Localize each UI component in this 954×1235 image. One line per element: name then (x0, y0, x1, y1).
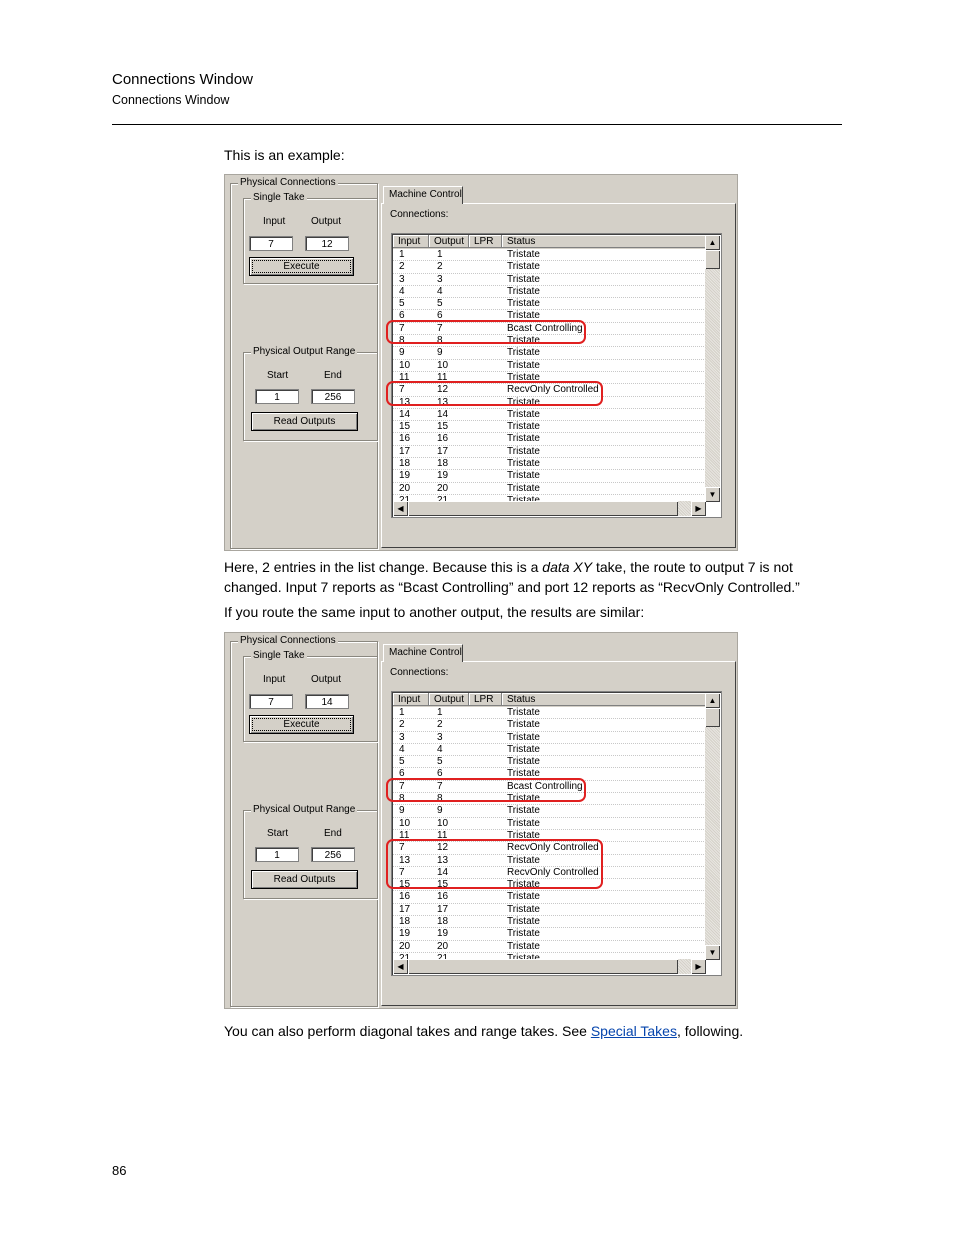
end-field[interactable]: 256 (311, 847, 355, 862)
header-rule (112, 124, 842, 125)
cell-output: 8 (437, 335, 443, 347)
cell-status: Tristate (507, 829, 540, 841)
table-row[interactable] (393, 261, 706, 273)
cell-output: 12 (437, 384, 449, 396)
cell-status: Tristate (507, 482, 540, 494)
table-row[interactable] (393, 916, 706, 928)
cell-input: 11 (399, 829, 410, 841)
list-rows (393, 707, 706, 965)
cell-output: 15 (437, 421, 449, 433)
input-field[interactable]: 7 (249, 694, 293, 709)
intro-text: This is an example: (224, 147, 345, 163)
column-header-input[interactable]: Input (393, 693, 429, 706)
cell-status: Tristate (507, 371, 540, 383)
cell-output: 20 (437, 482, 449, 494)
cell-status: Tristate (507, 916, 540, 928)
cell-output: 4 (437, 285, 443, 297)
page-number: 86 (112, 1163, 127, 1178)
list-header (393, 235, 706, 249)
table-row[interactable] (393, 274, 706, 286)
column-header-output[interactable]: Output (429, 235, 469, 248)
physical-connections-title: Physical Connections (240, 635, 336, 646)
tab-machine-control[interactable]: Machine Control (383, 186, 463, 204)
start-label: Start (267, 828, 289, 839)
cell-status: Tristate (507, 359, 540, 371)
column-header-input[interactable]: Input (393, 235, 429, 248)
vertical-scrollbar[interactable] (705, 235, 720, 502)
output-field[interactable]: 12 (305, 236, 349, 251)
highlight-bcast-controlling (386, 320, 586, 344)
column-header-output[interactable]: Output (429, 693, 469, 706)
cell-input: 20 (399, 482, 411, 494)
highlight-recvonly-controlled (386, 839, 603, 889)
cell-input: 1 (399, 249, 405, 260)
cell-input: 3 (399, 731, 405, 743)
header-title: Connections Window (112, 71, 253, 88)
table-row[interactable] (393, 446, 706, 458)
end-field[interactable]: 256 (311, 389, 355, 404)
cell-input: 15 (399, 421, 411, 433)
scroll-up-icon[interactable]: ▲ (705, 693, 720, 708)
table-row[interactable] (393, 891, 706, 903)
table-row[interactable] (393, 347, 706, 359)
table-row[interactable] (393, 941, 706, 953)
cell-input: 10 (399, 817, 411, 829)
scroll-thumb-horizontal[interactable] (408, 501, 678, 516)
scroll-thumb[interactable] (705, 708, 720, 727)
cell-input: 8 (399, 793, 405, 805)
output-range-title: Physical Output Range (253, 804, 356, 815)
cell-status: Tristate (507, 470, 540, 482)
cell-input: 15 (399, 879, 411, 891)
cell-output: 3 (437, 731, 443, 743)
explanation-paragraph (224, 557, 834, 597)
connections-label: Connections: (390, 209, 449, 220)
highlight-recvonly-controlled (386, 381, 603, 406)
cell-output: 5 (437, 298, 443, 310)
cell-output: 9 (437, 805, 443, 817)
cell-status: Tristate (507, 940, 540, 952)
cell-input: 4 (399, 743, 405, 755)
cell-status: RecvOnly Controlled (507, 384, 599, 396)
cell-status: Tristate (507, 854, 540, 866)
closing-paragraph (224, 1021, 834, 1041)
cell-status: Bcast Controlling (507, 322, 583, 334)
physical-connections-title: Physical Connections (240, 177, 336, 188)
vertical-scrollbar[interactable] (705, 693, 720, 960)
cell-status: Tristate (507, 743, 540, 755)
execute-button[interactable] (249, 257, 354, 276)
cell-output: 20 (437, 940, 449, 952)
cell-output: 8 (437, 793, 443, 805)
cell-output: 18 (437, 916, 449, 928)
cell-input: 10 (399, 359, 411, 371)
single-take-title: Single Take (253, 192, 305, 203)
cell-input: 7 (399, 322, 405, 334)
output-label: Output (311, 674, 342, 685)
output-label: Output (311, 216, 342, 227)
cell-status: Tristate (507, 298, 540, 310)
scroll-thumb[interactable] (705, 250, 720, 269)
cell-input: 8 (399, 335, 405, 347)
cell-output: 17 (437, 903, 449, 915)
table-row[interactable] (393, 756, 706, 768)
cell-input: 7 (399, 780, 405, 792)
cell-status: Tristate (507, 433, 540, 445)
cell-status: Tristate (507, 731, 540, 743)
table-row[interactable] (393, 732, 706, 744)
screenshot-connections-2 (224, 632, 738, 1009)
cell-status: Tristate (507, 879, 540, 891)
cell-input: 6 (399, 310, 405, 322)
closing-text-b: , following. (676, 1023, 744, 1039)
cell-input: 20 (399, 940, 411, 952)
cell-input: 11 (399, 371, 410, 383)
cell-status: Tristate (507, 261, 540, 273)
scroll-right-icon[interactable]: ▶ (691, 959, 706, 974)
cell-input: 1 (399, 707, 405, 718)
cell-output: 11 (437, 371, 448, 383)
horizontal-scrollbar[interactable] (393, 959, 706, 974)
cell-output: 14 (437, 866, 449, 878)
cell-input: 3 (399, 273, 405, 285)
output-range-title: Physical Output Range (253, 346, 356, 357)
cell-output: 9 (437, 347, 443, 359)
cell-output: 1 (437, 249, 443, 260)
horizontal-scrollbar[interactable] (393, 501, 706, 516)
cell-output: 7 (437, 780, 443, 792)
cell-input: 4 (399, 285, 405, 297)
cell-input: 6 (399, 768, 405, 780)
table-row[interactable] (393, 433, 706, 445)
table-row[interactable] (393, 483, 706, 495)
scroll-up-icon[interactable]: ▲ (705, 235, 720, 250)
cell-status: Tristate (507, 408, 540, 420)
end-label: End (324, 370, 342, 381)
cell-status: Tristate (507, 445, 540, 457)
start-label: Start (267, 370, 289, 381)
table-row[interactable] (393, 805, 706, 817)
cell-output: 12 (437, 842, 449, 854)
cell-input: 14 (399, 408, 411, 420)
input-label: Input (263, 216, 286, 227)
scroll-thumb-horizontal[interactable] (408, 959, 678, 974)
cell-output: 3 (437, 273, 443, 285)
cell-output: 1 (437, 707, 443, 718)
cell-status: Tristate (507, 719, 540, 731)
cell-status: RecvOnly Controlled (507, 842, 599, 854)
cell-status: Tristate (507, 928, 540, 940)
cell-input: 7 (399, 842, 405, 854)
cell-output: 16 (437, 891, 449, 903)
cell-status: Tristate (507, 793, 540, 805)
list-rows (393, 249, 706, 507)
explanation-italic: data XY (542, 559, 593, 575)
cell-output: 18 (437, 458, 449, 470)
output-field[interactable]: 14 (305, 694, 349, 709)
column-header-lpr[interactable]: LPR (469, 235, 502, 248)
cell-input: 5 (399, 298, 405, 310)
cell-output: 2 (437, 261, 443, 273)
cell-input: 19 (399, 470, 411, 482)
cell-input: 7 (399, 384, 405, 396)
cell-output: 19 (437, 928, 449, 940)
read-outputs-button[interactable]: Read Outputs (251, 870, 358, 889)
cell-status: Tristate (507, 707, 540, 718)
scroll-left-icon[interactable]: ◀ (393, 501, 408, 516)
cell-input: 16 (399, 891, 411, 903)
column-header-lpr[interactable]: LPR (469, 693, 502, 706)
cell-output: 6 (437, 768, 443, 780)
column-header-status[interactable]: Status (502, 693, 706, 706)
input-label: Input (263, 674, 286, 685)
scroll-down-icon[interactable]: ▼ (705, 945, 720, 960)
execute-label: Execute (253, 719, 349, 730)
screenshot-connections-1 (224, 174, 738, 551)
table-row[interactable] (393, 818, 706, 830)
explanation-text-b: take, the route to output 7 is not changed. Input 7 reports as “Bcast Controlling” and port 12 reports as “RecvOnly Controlled.” (224, 559, 800, 595)
cell-input: 9 (399, 347, 405, 359)
table-row[interactable] (393, 249, 706, 261)
table-row[interactable] (393, 298, 706, 310)
cell-output: 4 (437, 743, 443, 755)
cell-output: 10 (437, 817, 449, 829)
cell-output: 10 (437, 359, 449, 371)
table-row[interactable] (393, 744, 706, 756)
cell-input: 17 (399, 903, 411, 915)
cell-status: Tristate (507, 891, 540, 903)
cell-status: Tristate (507, 396, 540, 408)
table-row[interactable] (393, 421, 706, 433)
cell-output: 13 (437, 854, 449, 866)
cell-output: 13 (437, 396, 449, 408)
cell-output: 2 (437, 719, 443, 731)
cell-status: Tristate (507, 756, 540, 768)
connections-label: Connections: (390, 667, 449, 678)
explanation-text-a: Here, 2 entries in the list change. Because this is a (224, 559, 543, 575)
cell-status: Tristate (507, 817, 540, 829)
cell-input: 16 (399, 433, 411, 445)
scroll-down-icon[interactable]: ▼ (705, 487, 720, 502)
end-label: End (324, 828, 342, 839)
cell-input: 18 (399, 458, 411, 470)
connections-list[interactable] (391, 233, 722, 518)
table-row[interactable] (393, 360, 706, 372)
cell-output: 14 (437, 408, 449, 420)
table-row[interactable] (393, 707, 706, 719)
cell-status: Tristate (507, 285, 540, 297)
list-header (393, 693, 706, 707)
closing-text-a: You can also perform diagonal takes and range takes. See (224, 1023, 591, 1039)
cell-input: 13 (399, 854, 411, 866)
cell-status: RecvOnly Controlled (507, 866, 599, 878)
execute-label: Execute (253, 261, 349, 272)
cell-output: 6 (437, 310, 443, 322)
cell-input: 2 (399, 261, 405, 273)
table-row[interactable] (393, 904, 706, 916)
cell-input: 19 (399, 928, 411, 940)
table-row[interactable] (393, 458, 706, 470)
cell-input: 2 (399, 719, 405, 731)
execute-button[interactable] (249, 715, 354, 734)
single-take-title: Single Take (253, 650, 305, 661)
cell-input: 13 (399, 396, 411, 408)
cell-status: Tristate (507, 805, 540, 817)
cell-status: Tristate (507, 421, 540, 433)
table-row[interactable] (393, 409, 706, 421)
start-field[interactable]: 1 (255, 389, 299, 404)
table-row[interactable] (393, 719, 706, 731)
table-row[interactable] (393, 470, 706, 482)
header-subtitle: Connections Window (112, 93, 230, 107)
table-row[interactable] (393, 286, 706, 298)
scroll-left-icon[interactable]: ◀ (393, 959, 408, 974)
cell-status: Tristate (507, 335, 540, 347)
cell-status: Tristate (507, 458, 540, 470)
cell-output: 5 (437, 756, 443, 768)
input-field[interactable]: 7 (249, 236, 293, 251)
cell-status: Tristate (507, 310, 540, 322)
table-row[interactable] (393, 928, 706, 940)
read-outputs-button[interactable]: Read Outputs (251, 412, 358, 431)
cell-output: 19 (437, 470, 449, 482)
cell-status: Tristate (507, 903, 540, 915)
cell-output: 17 (437, 445, 449, 457)
cell-input: 18 (399, 916, 411, 928)
similar-results-text: If you route the same input to another output, the results are similar: (224, 604, 645, 620)
cell-input: 5 (399, 756, 405, 768)
cell-output: 15 (437, 879, 449, 891)
start-field[interactable]: 1 (255, 847, 299, 862)
cell-status: Tristate (507, 768, 540, 780)
cell-input: 7 (399, 866, 405, 878)
cell-input: 9 (399, 805, 405, 817)
cell-status: Tristate (507, 347, 540, 359)
cell-status: Tristate (507, 249, 540, 260)
cell-output: 7 (437, 322, 443, 334)
cell-status: Tristate (507, 273, 540, 285)
column-header-status[interactable]: Status (502, 235, 706, 248)
cell-output: 16 (437, 433, 449, 445)
connections-list[interactable] (391, 691, 722, 976)
cell-status: Bcast Controlling (507, 780, 583, 792)
cell-input: 17 (399, 445, 411, 457)
highlight-bcast-controlling (386, 778, 586, 802)
tab-machine-control[interactable]: Machine Control (383, 644, 463, 662)
cell-output: 11 (437, 829, 448, 841)
scroll-right-icon[interactable]: ▶ (691, 501, 706, 516)
special-takes-link[interactable]: Special Takes (590, 1023, 677, 1039)
